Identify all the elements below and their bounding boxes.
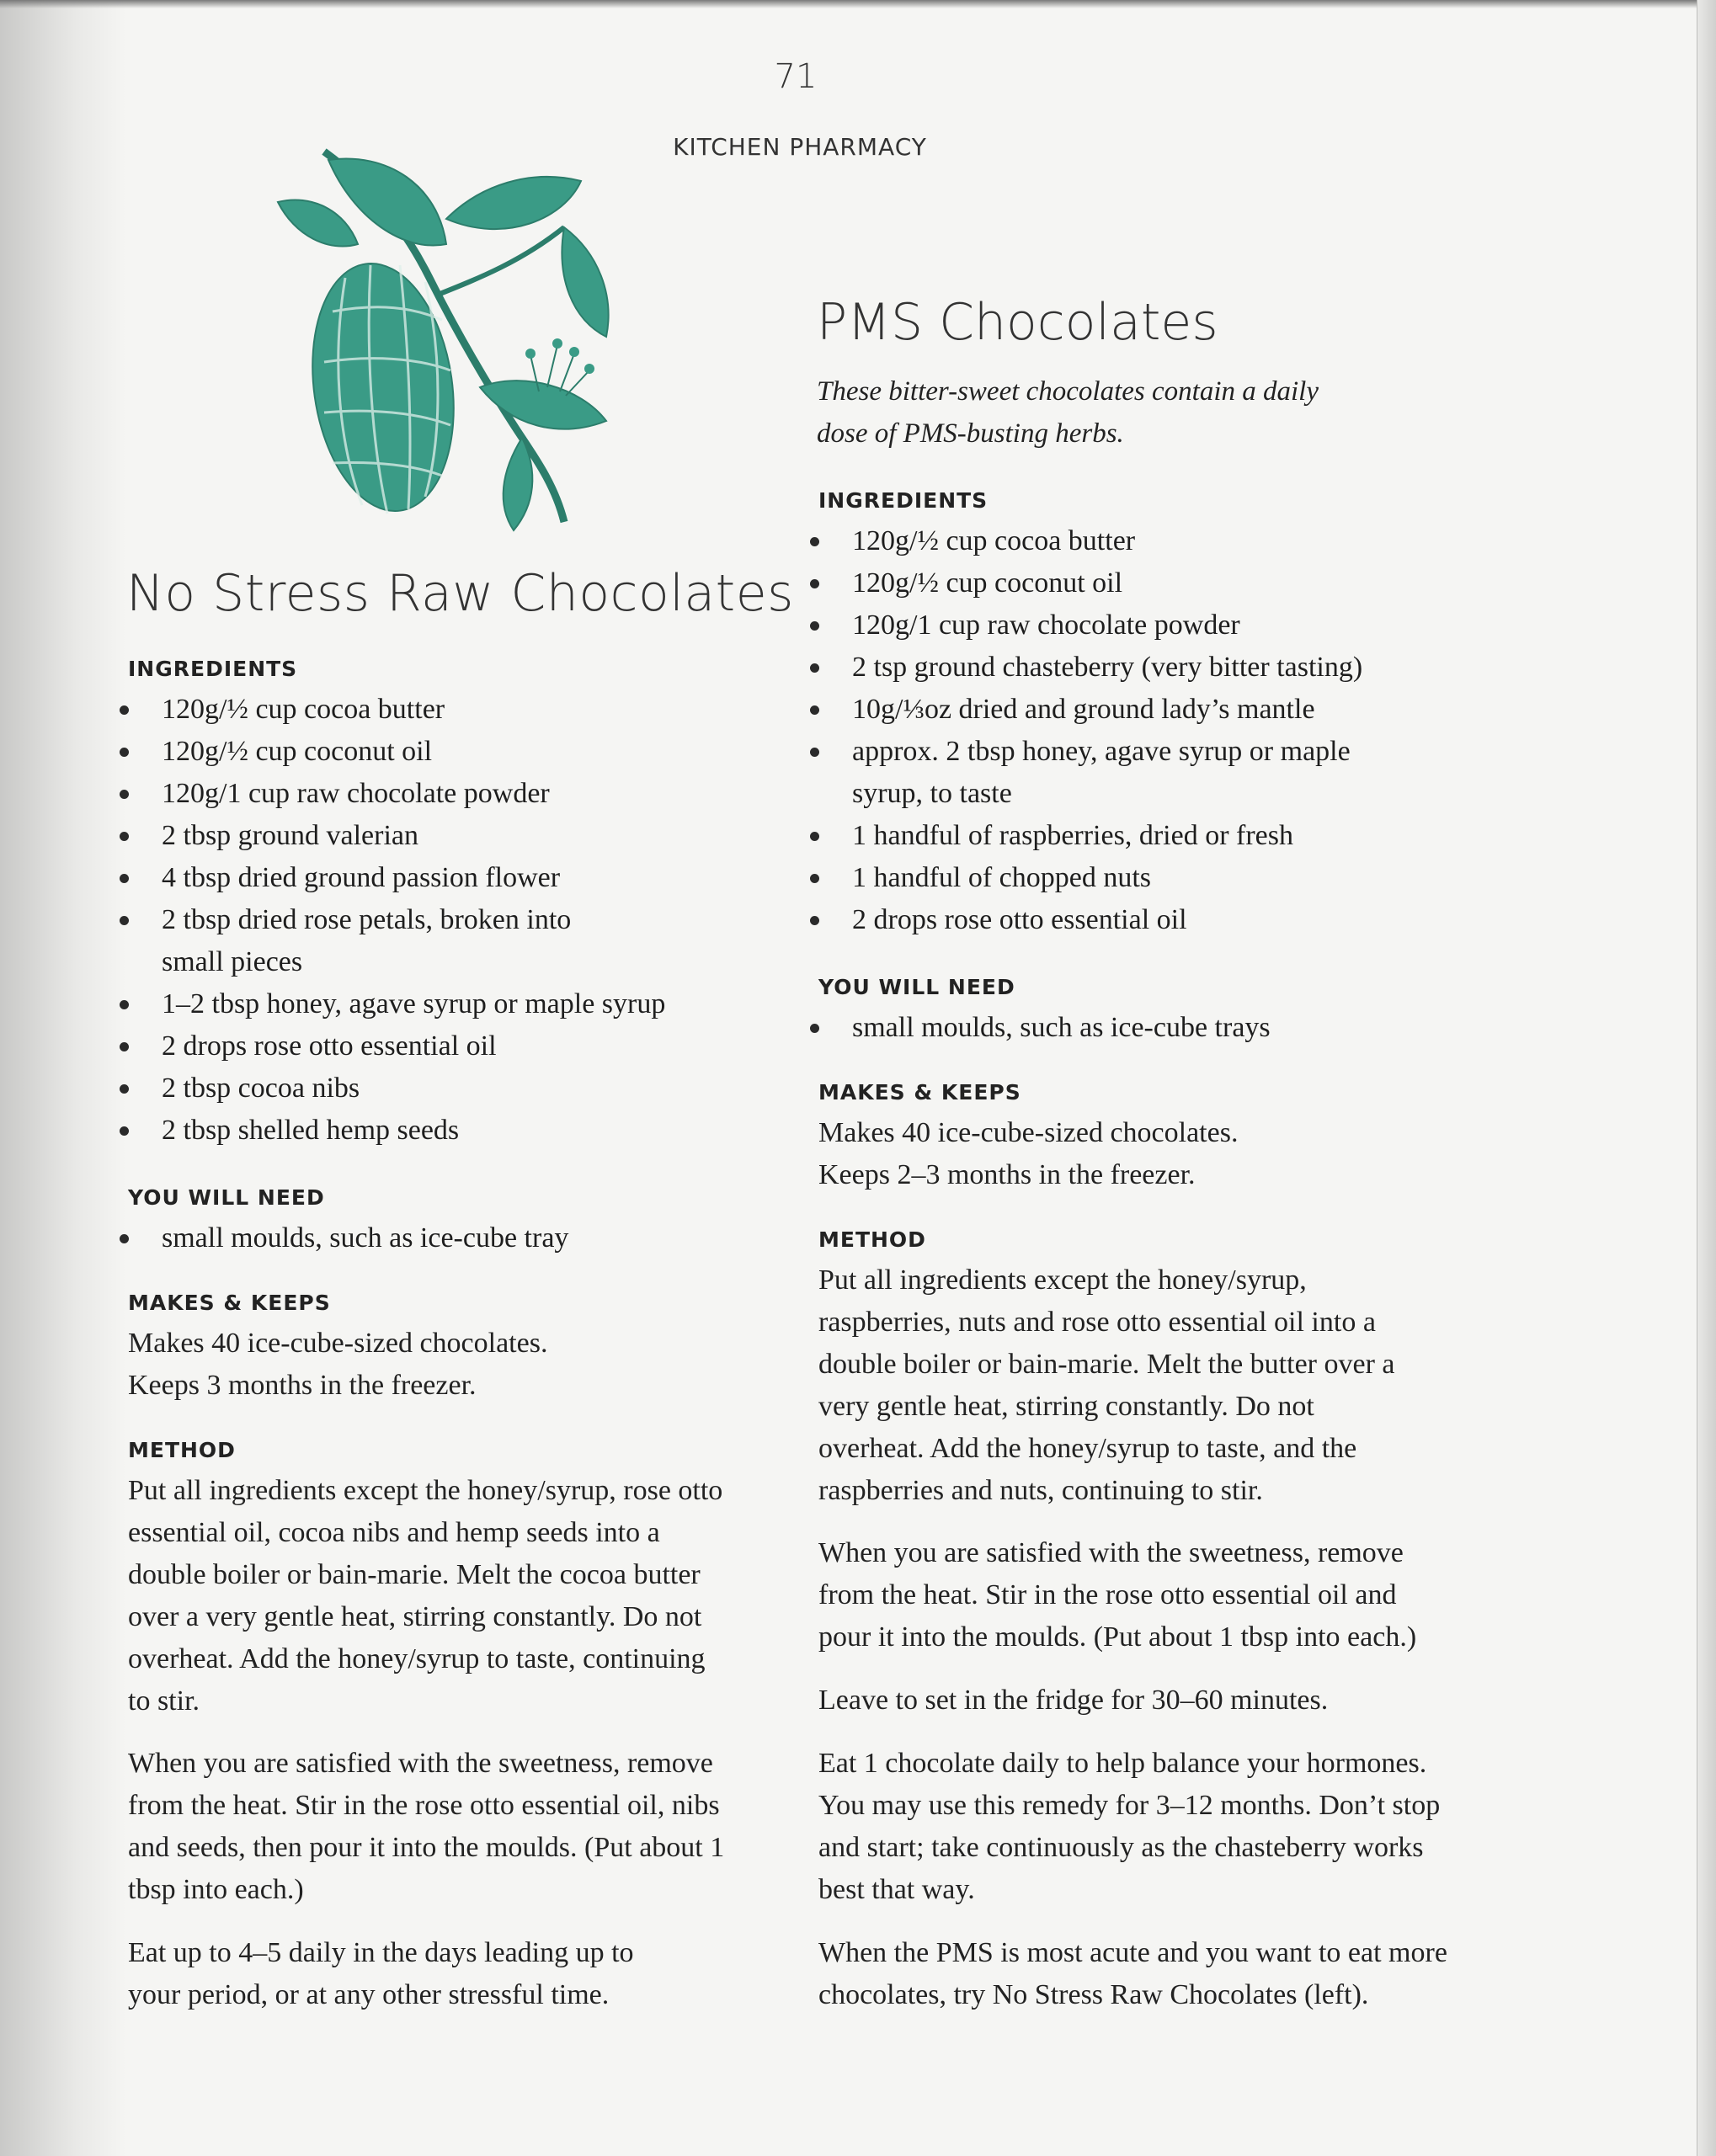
list-item: 2 drops rose otto essential oil [802,899,1467,941]
page-right-edge [1697,0,1716,2156]
bullet-icon [810,579,819,588]
list-item: 120g/1 cup raw chocolate powder [802,604,1467,647]
bullet-icon [120,1126,129,1136]
page-gutter-shadow [0,0,126,2156]
list-item: 120g/½ cup coconut oil [802,562,1467,604]
bullet-icon [810,874,819,883]
left-you-will-need-heading: YOU WILL NEED [128,1185,325,1210]
bullet-icon [810,748,819,757]
page-number: 71 [774,57,818,96]
right-ingredients-list [802,520,1467,941]
list-item: 10g/⅓oz dried and ground lady’s mantle [802,689,1467,731]
list-item: 120g/½ cup cocoa butter [111,689,734,731]
bullet-icon [120,1084,129,1094]
bullet-icon [810,916,819,925]
right-keeps-line: Keeps 2–3 months in the freezer. [818,1159,1196,1190]
right-recipe-title: PMS Chocolates [817,293,1218,352]
bullet-icon [810,663,819,673]
bullet-icon [120,832,129,841]
bullet-icon [120,790,129,799]
right-method-paragraph: Leave to set in the fridge for 30–60 minutes. [818,1685,1329,1716]
bullet-icon [120,1000,129,1009]
bullet-icon [120,1234,129,1243]
list-item: 2 tbsp dried rose petals, broken into small pieces [111,899,633,983]
right-recipe-intro: These bitter-sweet chocolates contain a daily dose of PMS-busting herbs. [817,376,1319,449]
bullet-icon [810,705,819,715]
right-ingredients-heading: INGREDIENTS [818,488,989,513]
left-ingredients-list [111,689,734,1152]
list-item: 1–2 tbsp honey, agave syrup or maple syrup [111,983,734,1025]
bullet-icon [120,748,129,757]
bullet-icon [810,621,819,631]
left-method-paragraph: When you are satisfied with the sweetness, remove from the heat. Stir in the rose otto essential oil, nibs and seeds, then pour it into the moulds. (Put about 1 tbsp into each.) [128,1748,725,1905]
bullet-icon [120,874,129,883]
left-makes-keeps-heading: MAKES & KEEPS [128,1291,331,1315]
right-makes-line: Makes 40 ice-cube-sized chocolates. [818,1117,1239,1148]
running-head: KITCHEN PHARMACY [673,133,927,161]
left-you-will-need-list [111,1217,734,1259]
bullet-icon [120,705,129,715]
right-makes-keeps-heading: MAKES & KEEPS [818,1080,1021,1105]
list-item: 120g/1 cup raw chocolate powder [111,773,734,815]
right-you-will-need-heading: YOU WILL NEED [818,975,1015,999]
right-method-paragraph: When the PMS is most acute and you want to eat more chocolates, try No Stress Raw Chocolates (left). [818,1937,1447,2010]
list-item: 120g/½ cup coconut oil [111,731,734,773]
bullet-icon [810,537,819,546]
page-top-edge [0,0,1697,8]
left-keeps-line: Keeps 3 months in the freezer. [128,1370,477,1401]
left-method-heading: METHOD [128,1438,236,1462]
bullet-icon [120,1042,129,1051]
list-item: small moulds, such as ice-cube tray [111,1217,734,1259]
right-method-heading: METHOD [818,1227,926,1252]
list-item: small moulds, such as ice-cube trays [802,1007,1467,1049]
left-ingredients-heading: INGREDIENTS [128,657,298,681]
list-item: 2 tbsp shelled hemp seeds [111,1110,734,1152]
left-method-paragraph: Put all ingredients except the honey/syrup, rose otto essential oil, cocoa nibs and hemp seeds into a double boiler or bain-marie. Melt the cocoa butter over a very gentle heat, stirring constantly. Do not overheat. Add the honey/syrup to taste, continuing to stir. [128,1475,723,1717]
left-recipe-title: No Stress Raw Chocolates [126,564,794,623]
list-item: 1 handful of raspberries, dried or fresh [802,815,1467,857]
list-item: 2 tbsp cocoa nibs [111,1067,734,1110]
right-method-paragraph: Put all ingredients except the honey/syrup, raspberries, nuts and rose otto essential oil into a double boiler or bain-marie. Melt the butter over a very gentle heat, stirring constantly. Do not overheat. Add the honey/syrup to taste, and the raspberries and nuts, continuing to stir. [818,1264,1395,1506]
left-makes-line: Makes 40 ice-cube-sized chocolates. [128,1328,548,1359]
list-item: 2 tsp ground chasteberry (very bitter tasting) [802,647,1467,689]
list-item: 2 tbsp ground valerian [111,815,734,857]
list-item: 120g/½ cup cocoa butter [802,520,1467,562]
bullet-icon [810,1024,819,1033]
list-item: approx. 2 tbsp honey, agave syrup or maple syrup, to taste [802,731,1391,815]
list-item: 2 drops rose otto essential oil [111,1025,734,1067]
bullet-icon [810,832,819,841]
bullet-icon [120,916,129,925]
list-item: 4 tbsp dried ground passion flower [111,857,734,899]
right-method-paragraph: Eat 1 chocolate daily to help balance your hormones. You may use this remedy for 3–12 months. Don’t stop and start; take continuously as the chasteberry works best that way. [818,1748,1441,1905]
left-method-paragraph: Eat up to 4–5 daily in the days leading up to your period, or at any other stressful time. [128,1937,634,2010]
right-you-will-need-list [802,1007,1467,1049]
right-method-paragraph: When you are satisfied with the sweetness, remove from the heat. Stir in the rose otto essential oil and pour it into the moulds. (Put about 1 tbsp into each.) [818,1537,1417,1653]
cacao-pod-illustration-icon [244,135,640,547]
list-item: 1 handful of chopped nuts [802,857,1467,899]
